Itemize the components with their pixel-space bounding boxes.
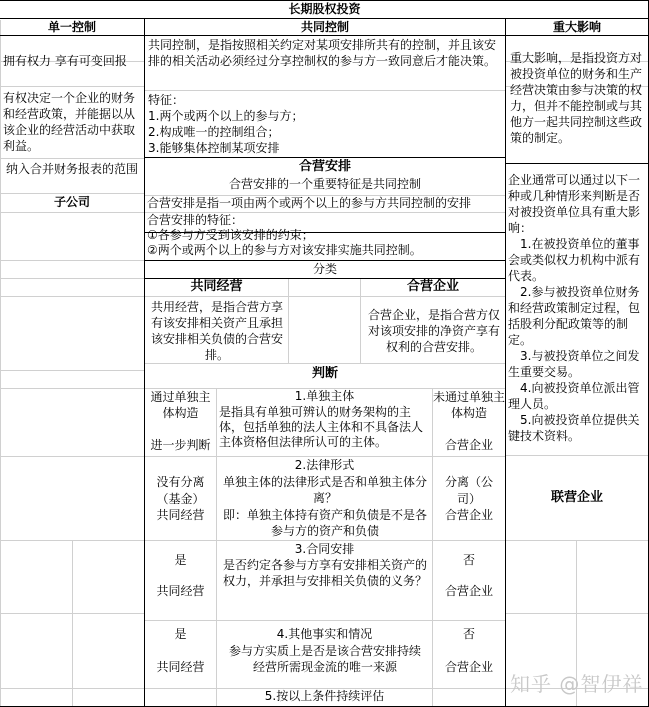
judgment-4-right-bottom: 合营企业: [444, 660, 493, 674]
judgment-1-right-top: 未通过单独主体构造: [433, 390, 505, 420]
feature-item: 2.构成唯一的控制组合；: [148, 125, 280, 139]
ja-features-title: 合营安排的特征：: [147, 213, 244, 227]
judgment-2-right-bottom: 合营企业: [444, 508, 493, 522]
judgment-4-left-bottom: 共同经营: [156, 660, 205, 674]
header-significant-influence: 重大影响: [552, 20, 601, 34]
border: [505, 18, 506, 707]
border: [505, 163, 649, 164]
gridline: [505, 540, 649, 541]
judgment-3-left-top: 是: [174, 553, 187, 567]
header-joint-control: 共同控制: [300, 20, 349, 34]
judgment-4-title: 4.其他事实和情况: [276, 627, 373, 641]
judgment-3-right-top: 否: [462, 553, 475, 567]
judgment-title: 判断: [311, 366, 338, 381]
joint-arrangement-definition: 合营安排是指一项由两个或两个以上的参与方共同控制的安排: [147, 196, 472, 210]
associate-label: 联营企业: [550, 490, 603, 505]
joint-venture-title: 合营企业: [406, 279, 459, 294]
joint-venture-definition: 合营企业，是指合营方仅对该项安排的净资产享有权利的合营安排。: [367, 307, 500, 354]
joint-control-definition: 共同控制，是指按照相关约定对某项安排所共有的控制，并且该安排的相关活动必须经过分享控制权的参与方一致同意后才能决策。: [148, 38, 497, 68]
gridline: [0, 86, 144, 87]
border: [144, 18, 145, 707]
judgment-4-body: 参与方实质上是否是该合营安排持续经营所需现金流的唯一来源: [228, 644, 421, 674]
consolidation-scope-text: 纳入合并财务报表的范围: [5, 162, 138, 176]
judgment-1-right-bottom: 合营企业: [444, 438, 493, 452]
joint-arrangement-subtitle: 合营安排的一个重要特征是共同控制: [228, 177, 421, 191]
judgment-4-left-top: 是: [174, 627, 187, 641]
gridline: [505, 613, 649, 614]
judgment-2-extra: 即：单独主体持有资产和负债是不是各参与方的资产和负债: [222, 508, 427, 538]
border: [0, 35, 649, 36]
gridline: [0, 20, 1, 707]
joint-operation-title: 共同经营: [190, 279, 243, 294]
gridline: [0, 296, 144, 297]
classification-label: 分类: [312, 262, 337, 276]
judgment-3-right-bottom: 合营企业: [444, 584, 493, 598]
judgment-1-title: 1.单独主体: [294, 389, 355, 403]
significant-influence-definition: 重大影响，是指投资方对被投资单位的财务和生产经营决策由参与决策的权力，但并不能控制或与其他方一起共同控制这些政策的制定。: [510, 51, 643, 145]
gridline: [0, 388, 144, 389]
power-returns-text: 拥有权力 享有可变回报: [3, 54, 127, 68]
judgment-2-left-bottom: 共同经营: [156, 508, 205, 522]
judgment-2-right-top: 分离（公司）: [444, 475, 493, 506]
gridline: [144, 363, 505, 364]
gridline: [0, 278, 144, 279]
judgment-4-right-top: 否: [462, 627, 475, 641]
joint-operation-definition: 共用经营，是指合营方享有该安排相关资产且承担该安排相关负债的合营安排。: [150, 299, 283, 362]
judgment-1-left-top: 通过单独主体构造: [150, 390, 211, 420]
judgment-3-title: 3.合同安排: [294, 542, 355, 556]
criteria-item: 3.与被投资单位之间发生重要交易。: [508, 349, 640, 379]
watermark: 知乎 @智伊祥: [510, 672, 644, 696]
gridline: [0, 370, 144, 371]
criteria-item: 4.向被投资单位派出管理人员。: [508, 381, 640, 411]
criteria-item: 5.向被投资单位提供关键技术资料。: [508, 413, 640, 443]
judgment-2-body: 单独主体的法律形式是否和单独主体分离？: [222, 475, 427, 505]
border: [144, 157, 505, 158]
feature-item: 3.能够集体控制某项安排: [148, 141, 280, 155]
ja-feature-item: ②两个或两个以上的参与方对该安排实施共同控制。: [147, 243, 422, 257]
joint-arrangement-title: 合营安排: [298, 159, 351, 174]
features-title: 特征：: [148, 93, 185, 107]
judgment-2-left-top: 没有分离（基金）: [156, 475, 205, 506]
page-title: 长期股权投资: [288, 2, 361, 16]
joint-control-features: [148, 92, 503, 156]
sole-control-definition: 有权决定一个企业的财务和经营政策，并能据以从该企业的经营活动中获取利益。: [3, 91, 136, 153]
subsidiary-label: 子公司: [53, 195, 90, 209]
judgment-2-title: 2.法律形式: [294, 458, 355, 472]
gridline: [144, 90, 505, 91]
judgment-1-body: 是指具有单独可辨认的财务架构的主体，包括单独的法人主体和不具备法人主体资格但法律所认可的主体。: [219, 405, 424, 449]
judgment-3-body: 是否约定各参与方享有安排相关资产的权力，并承担与安排相关负债的义务？: [222, 558, 427, 588]
feature-item: 1.两个或两个以上的参与方；: [148, 109, 304, 123]
ja-feature-item: ①各参与方受到该安排的约束；: [147, 228, 314, 242]
final-step: 5.按以上条件持续评估: [264, 689, 385, 703]
gridline: [144, 620, 505, 621]
gridline: [144, 540, 505, 541]
header-sole-control: 单一控制: [47, 20, 96, 34]
criteria-item: 1.在被投资单位的董事会或类似权力机构中派有代表。: [508, 237, 641, 283]
gridline: [432, 388, 433, 706]
gridline: [0, 456, 144, 457]
gridline: [288, 278, 289, 363]
criteria-item: 2.参与被投资单位财务和经营政策制定过程，包括股利分配政策等的制定。: [508, 285, 641, 347]
gridline: [0, 212, 144, 213]
gridline: [72, 540, 73, 706]
judgment-3-left-bottom: 共同经营: [156, 584, 205, 598]
gridline: [0, 260, 144, 261]
criteria-intro: 企业通常可以通过以下一种或几种情形来判断是否对被投资单位具有重大影响：: [508, 173, 641, 235]
gridline: [144, 296, 505, 297]
joint-arrangement-features: [147, 213, 505, 261]
judgment-1-left-bottom: 进一步判断: [150, 438, 211, 452]
significant-influence-criteria: [508, 172, 648, 452]
gridline: [505, 455, 649, 456]
gridline: [144, 456, 505, 457]
